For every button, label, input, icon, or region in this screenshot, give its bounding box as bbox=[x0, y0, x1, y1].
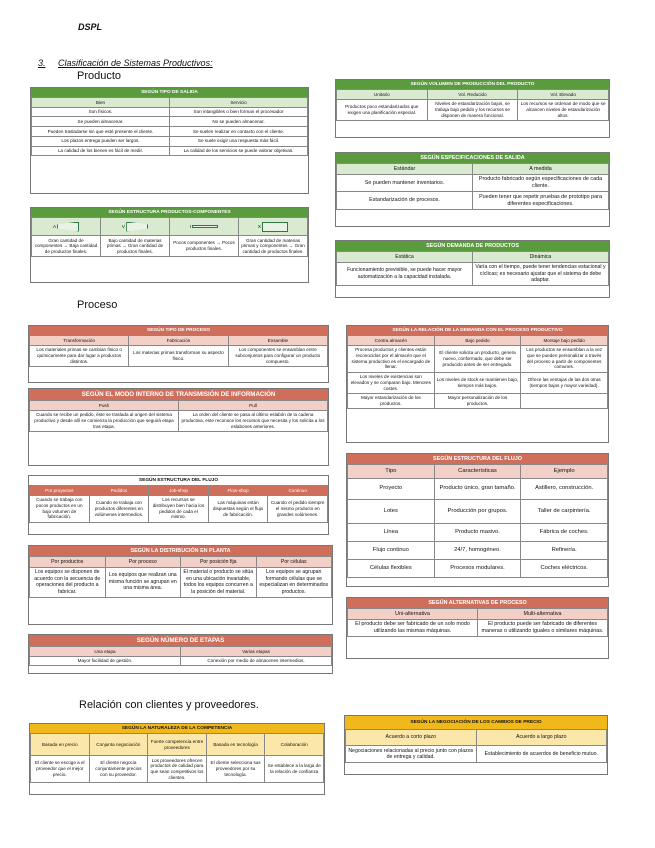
trapezoid-icon bbox=[126, 222, 148, 232]
table-title: SEGÚN NÚMERO DE ETAPAS bbox=[29, 635, 332, 646]
table-alternativas bbox=[346, 597, 609, 659]
table-cell: Producto único, gran tamaño. bbox=[434, 479, 521, 500]
table-cell: Astillero, construcción. bbox=[521, 479, 608, 500]
col-header: Colaboración bbox=[265, 734, 324, 756]
table-cell: Son físicos. bbox=[32, 107, 170, 117]
table-cell: Los niveles de stock se mantienen bajo, tiempos más bajos. bbox=[434, 372, 521, 393]
col-header: Montaje bajo pedido bbox=[521, 336, 608, 346]
table-title: SEGÚN LA NEGOCIACIÓN DE LOS CAMBIOS DE PRECIO bbox=[345, 716, 607, 729]
table-cell: Se pueden almacenar. bbox=[32, 117, 170, 127]
col-header: Job-shop bbox=[149, 486, 209, 496]
table-cell: La calidad de los servicios se puede valorar objetivas. bbox=[170, 146, 308, 156]
table-relacion-demanda bbox=[346, 325, 609, 443]
table-cell: El material o producto se sitúa en una ubicación invariable, todos los equipos concurren a la posición del material. bbox=[181, 567, 257, 597]
col-header: Flow-shop bbox=[208, 486, 268, 496]
table-cell: Funcionamiento previsible, se puede hacer mayor automatización a la capacidad instalada. bbox=[337, 262, 473, 286]
col-header: Estándar bbox=[337, 164, 473, 175]
col-header: Servicio bbox=[170, 98, 308, 108]
table-cell: Los proveedores ofrecen productos de calidad para que sean competitivos los clientes. bbox=[148, 756, 207, 783]
table-cell: Los materias primas transforman su aspecto físico. bbox=[129, 345, 228, 366]
table-distribucion bbox=[28, 545, 333, 625]
table-cell: Pocos componentes → Pocos productos finales. bbox=[170, 236, 239, 257]
col-header: Bien bbox=[32, 98, 170, 108]
table-cell: Negociaciones relacionadas al precio junto con plazos de entrega y calidad. bbox=[346, 746, 477, 763]
col-header: Uni-alternativa bbox=[348, 609, 478, 620]
table-cell: Conexión por medio de almacenes intermedios. bbox=[181, 656, 332, 666]
table-cell: Producto masivo. bbox=[434, 524, 521, 542]
table-cell: Los recursos se ordenan de modo que se alcancen niveles de estandarización altos. bbox=[518, 99, 609, 120]
table-cell: Los equipos se agrupan formando células que se especializan en determinados productos. bbox=[256, 567, 332, 597]
col-header: Continuo bbox=[268, 486, 328, 496]
section-number: 3. bbox=[38, 58, 46, 68]
table-cell: Ofrece las ventajas de las dos otras (tiempos bajos y mayor variedad). bbox=[521, 372, 608, 393]
table-demanda bbox=[335, 240, 610, 298]
table-title: SEGÚN ALTERNATIVAS DE PROCESO bbox=[347, 598, 608, 608]
structure-x-cell bbox=[239, 218, 308, 236]
col-header: Conjunta negociación bbox=[89, 734, 148, 756]
letter: I bbox=[189, 223, 191, 229]
table-title: SEGÚN ESTRUCTURA DEL FLUJO bbox=[347, 454, 608, 464]
col-header: Bajo pedido bbox=[434, 336, 521, 346]
table-cell: Niveles de estandarización bajos, se trabaja bajo pedido y los recursos se disponen de manera funcional. bbox=[427, 99, 518, 120]
table-cell: El cliente negocia conjuntamente precios con su proveedor. bbox=[89, 756, 148, 783]
table-volumen bbox=[335, 79, 610, 138]
table-estructura-flujo-small bbox=[28, 475, 329, 535]
table-cell: Mayor facilidad de gestión. bbox=[30, 656, 181, 666]
table-modo-interno bbox=[28, 388, 329, 466]
structure-v-cell bbox=[101, 218, 170, 236]
structure-i-cell bbox=[170, 218, 239, 236]
col-header: Unitario bbox=[337, 90, 428, 100]
col-header: Vol. Reducido bbox=[427, 90, 518, 100]
table-cell: Procesos modulares. bbox=[434, 560, 521, 578]
table-cell: Mayor personalización de los productos. bbox=[434, 393, 521, 408]
table-cell: Los niveles de existencias son elevados y se comparan bajo. Menores costes. bbox=[348, 372, 435, 393]
col-header: Por productos bbox=[30, 557, 106, 568]
col-header: Contra almacén bbox=[348, 336, 435, 346]
subheading-product: Producto bbox=[77, 70, 122, 82]
table-title: SEGÚN LA RELACIÓN DE LA DEMANDA CON EL PROCESO PRODUCTIVO bbox=[347, 326, 608, 335]
table-cell: Los plazos entrega pueden ser largos. bbox=[32, 136, 170, 146]
table-cell: Gran cantidad de materias primas y componentes → Gran cantidad de productos finales. bbox=[239, 236, 308, 257]
table-cell: 24/7, homogéneo. bbox=[434, 542, 521, 560]
letter: A bbox=[52, 223, 56, 229]
table-cell: Pueden tener que repetir pruebas de prototipo para diferentes especificaciones. bbox=[473, 192, 609, 210]
col-header: Basada en precio bbox=[31, 734, 90, 756]
table-cell: Producción por grupos. bbox=[434, 500, 521, 524]
table-cell: Las máquinas están dispuestas según el flujo de fabricación. bbox=[208, 495, 268, 522]
table-cell: Procesa productos y clientes están reconocidos por el almacén que el sistema productivo es el encargado de llenar. bbox=[348, 345, 435, 372]
table-cell: Fábrica de coches. bbox=[521, 524, 608, 542]
table-cell: Cuando el pedido siempre el mismo producto en grandes volúmenes. bbox=[268, 495, 328, 522]
table-cell: No se pueden almacenar. bbox=[170, 117, 308, 127]
col-header: Varias etapas bbox=[181, 647, 332, 657]
table-estructura-pc bbox=[30, 207, 309, 283]
table-cell: El cliente selecciona sus proveedores por su tecnología. bbox=[206, 756, 265, 783]
table-cell: Coches eléctricos. bbox=[521, 560, 608, 578]
col-header: Estática bbox=[337, 252, 473, 263]
table-cell: Bajo cantidad de materias primas → Gran cantidad de productos finales. bbox=[101, 236, 170, 257]
col-header: Multi-alternativa bbox=[478, 609, 608, 620]
col-header: Push bbox=[30, 401, 179, 411]
letter: V bbox=[121, 223, 125, 229]
trapezoid-icon bbox=[57, 222, 79, 232]
letter: X bbox=[257, 223, 261, 229]
table-cell: Producto fabricado según especificaciones de cada cliente. bbox=[473, 174, 609, 192]
subheading-clients: Relación con clientes y proveedores. bbox=[79, 699, 259, 711]
table-tipo-proceso bbox=[28, 325, 329, 383]
table-title: SEGÚN EL MODO INTERNO DE TRANSMISIÓN DE INFORMACIÓN bbox=[29, 389, 328, 400]
table-cell: Varía con el tiempo, puede tener tendencias estacional y cíclicas; es necesario ajustar que el sistema de debe adaptar. bbox=[473, 262, 609, 286]
table-cell: Los componentes se ensamblan entre subconjuntos para configurar un producto compuesto. bbox=[228, 345, 327, 366]
table-cell: Taller de carpintería. bbox=[521, 500, 608, 524]
table-cell: Se suelen realizar en contacto con el cliente. bbox=[170, 127, 308, 137]
table-cell: El cliente solicita un producto, genera nuevo, conformado, que debe ser producido antes de ser entregado. bbox=[434, 345, 521, 372]
table-cell: Se establece a la larga de la relación de confianza bbox=[265, 756, 324, 783]
table-title: SEGÚN VOLUMEN DE PRODUCCIÓN DEL PRODUCTO bbox=[336, 80, 609, 89]
table-cell: Pueden trasladarse sin que esté presente el cliente. bbox=[32, 127, 170, 137]
table-cell: Refinería. bbox=[521, 542, 608, 560]
col-header: Tipo bbox=[348, 465, 435, 479]
col-header: Características bbox=[434, 465, 521, 479]
table-title: SEGÚN ESTRUCTURA PRODUCTOS-COMPONENTES bbox=[31, 208, 308, 217]
table-cell: La orden del cliente se pasa al último eslabón de la cadena productiva, este reconoce los recursos que necesita y los solicita a los eslabones anteriores. bbox=[179, 410, 328, 431]
table-competencia bbox=[29, 723, 325, 795]
table-title: SEGÚN DEMANDA DE PRODUCTOS bbox=[336, 241, 609, 251]
table-title: SEGÚN LA DISTRIBUCIÓN EN PLANTA bbox=[29, 546, 332, 556]
col-header: Por proyectos bbox=[30, 486, 90, 496]
col-header: Transformación bbox=[30, 336, 129, 346]
col-header: Pedidos bbox=[89, 486, 149, 496]
table-title: SEGÚN LA NATURALEZA DE LA COMPETENCIA bbox=[30, 724, 324, 733]
col-header: Acuerdo a largo plazo bbox=[476, 730, 607, 746]
col-header: Una etapa bbox=[30, 647, 181, 657]
table-cell: Gran cantidad de componentes → Baja cantidad de productos finales. bbox=[32, 236, 101, 257]
table-cell: Proyecto bbox=[348, 479, 435, 500]
section-title: Clasificación de Sistemas Productivos: bbox=[58, 58, 213, 68]
col-header: A medida bbox=[473, 164, 609, 175]
col-header: Vol. Elevado bbox=[518, 90, 609, 100]
bar-icon bbox=[189, 223, 218, 229]
subheading-process: Proceso bbox=[77, 299, 118, 311]
col-header: Ejemplo bbox=[521, 465, 608, 479]
table-cell: Estandarización de procesos. bbox=[337, 192, 473, 210]
table-cell: Cuando se recibe un pedido, éste se traslada al origen del sistema productivo y desde allí se comienza la producción que seguirá etapa tras etapa. bbox=[30, 410, 179, 431]
col-header: Por proceso bbox=[105, 557, 181, 568]
table-cell: Se suele exigir una respuesta más fácil. bbox=[170, 136, 308, 146]
table-cell: La calidad de los bienes es fácil de medir. bbox=[32, 146, 170, 156]
table-title: SEGÚN ESTRUCTURA DEL FLUJO bbox=[138, 478, 219, 483]
table-cell: Son intangibles o bien forman el procesador bbox=[170, 107, 308, 117]
table-cell: El producto debe ser fabricado de un solo modo utilizando las mismas máquinas. bbox=[348, 619, 478, 637]
table-etapas bbox=[28, 634, 333, 674]
doc-header: DSPL bbox=[78, 22, 103, 32]
table-cell: Establecimiento de acuerdos de beneficio mutuo. bbox=[476, 746, 607, 763]
table-cell: Los productos se ensamblan a la vez que se pueden personalizar a través del proceso a partir de componentes comunes. bbox=[521, 345, 608, 372]
col-header: Basada en tecnología bbox=[206, 734, 265, 756]
table-cell: Se pueden mantener inventarios. bbox=[337, 174, 473, 192]
col-header: Pull bbox=[179, 401, 328, 411]
table-title: SEGÚN ESPECIFICACIONES DE SALIDA bbox=[336, 153, 609, 163]
table-cell: Células flexibles bbox=[348, 560, 435, 578]
structure-a-cell bbox=[32, 218, 101, 236]
table-cell: Los equipos que realizan una misma función se agrupan en una misma área. bbox=[105, 567, 181, 597]
table-cell: Los equipos se disponen de acuerdo con la secuencia de operaciones del producto a fabricar. bbox=[30, 567, 106, 597]
table-cell: El producto puede ser fabricado de diferentes maneras o utilizando iguales o similares máquinas. bbox=[478, 619, 608, 637]
table-especificaciones bbox=[335, 152, 610, 227]
table-cell: Lotes bbox=[348, 500, 435, 524]
col-header: Fuerte competencia entre proveedores bbox=[148, 734, 207, 756]
table-cell bbox=[521, 393, 608, 408]
table-cell: Mayor estandarización de los productos. bbox=[348, 393, 435, 408]
table-estructura-flujo bbox=[346, 453, 609, 587]
table-tipo-salida bbox=[30, 87, 309, 194]
col-header: Fabricación bbox=[129, 336, 228, 346]
rectangle-icon bbox=[262, 222, 288, 232]
table-cell: Cuando se trabaja con pocos productos en un bajo volumen de fabricación. bbox=[30, 495, 90, 522]
table-title: SEGÚN TIPO DE SALIDA bbox=[31, 88, 308, 97]
col-header: Por células bbox=[256, 557, 332, 568]
table-cell: Cuando se trabaja con productos diferentes en volúmenes intermedios. bbox=[89, 495, 149, 522]
col-header: Acuerdo a corto plazo bbox=[346, 730, 477, 746]
table-title: SEGÚN TIPO DE PROCESO bbox=[29, 326, 328, 335]
table-cell: Flujo continuo bbox=[348, 542, 435, 560]
table-cell: Línea bbox=[348, 524, 435, 542]
table-negociacion bbox=[344, 715, 608, 775]
col-header: Dinámica bbox=[473, 252, 609, 263]
table-cell: Los materiales primas se cambian físico o químicamente para dar lugar a productos distintos. bbox=[30, 345, 129, 366]
table-cell: Productos poco estandarizados que exigen una planificación especial. bbox=[337, 99, 428, 120]
col-header: Por posición fija bbox=[181, 557, 257, 568]
table-cell: El cliente se escoge a el proveedor que el mejor precio. bbox=[31, 756, 90, 783]
table-cell: Los recursos se distribuyen bien hacia los pedidos de cada el mismo. bbox=[149, 495, 209, 522]
col-header: Ensamble bbox=[228, 336, 327, 346]
